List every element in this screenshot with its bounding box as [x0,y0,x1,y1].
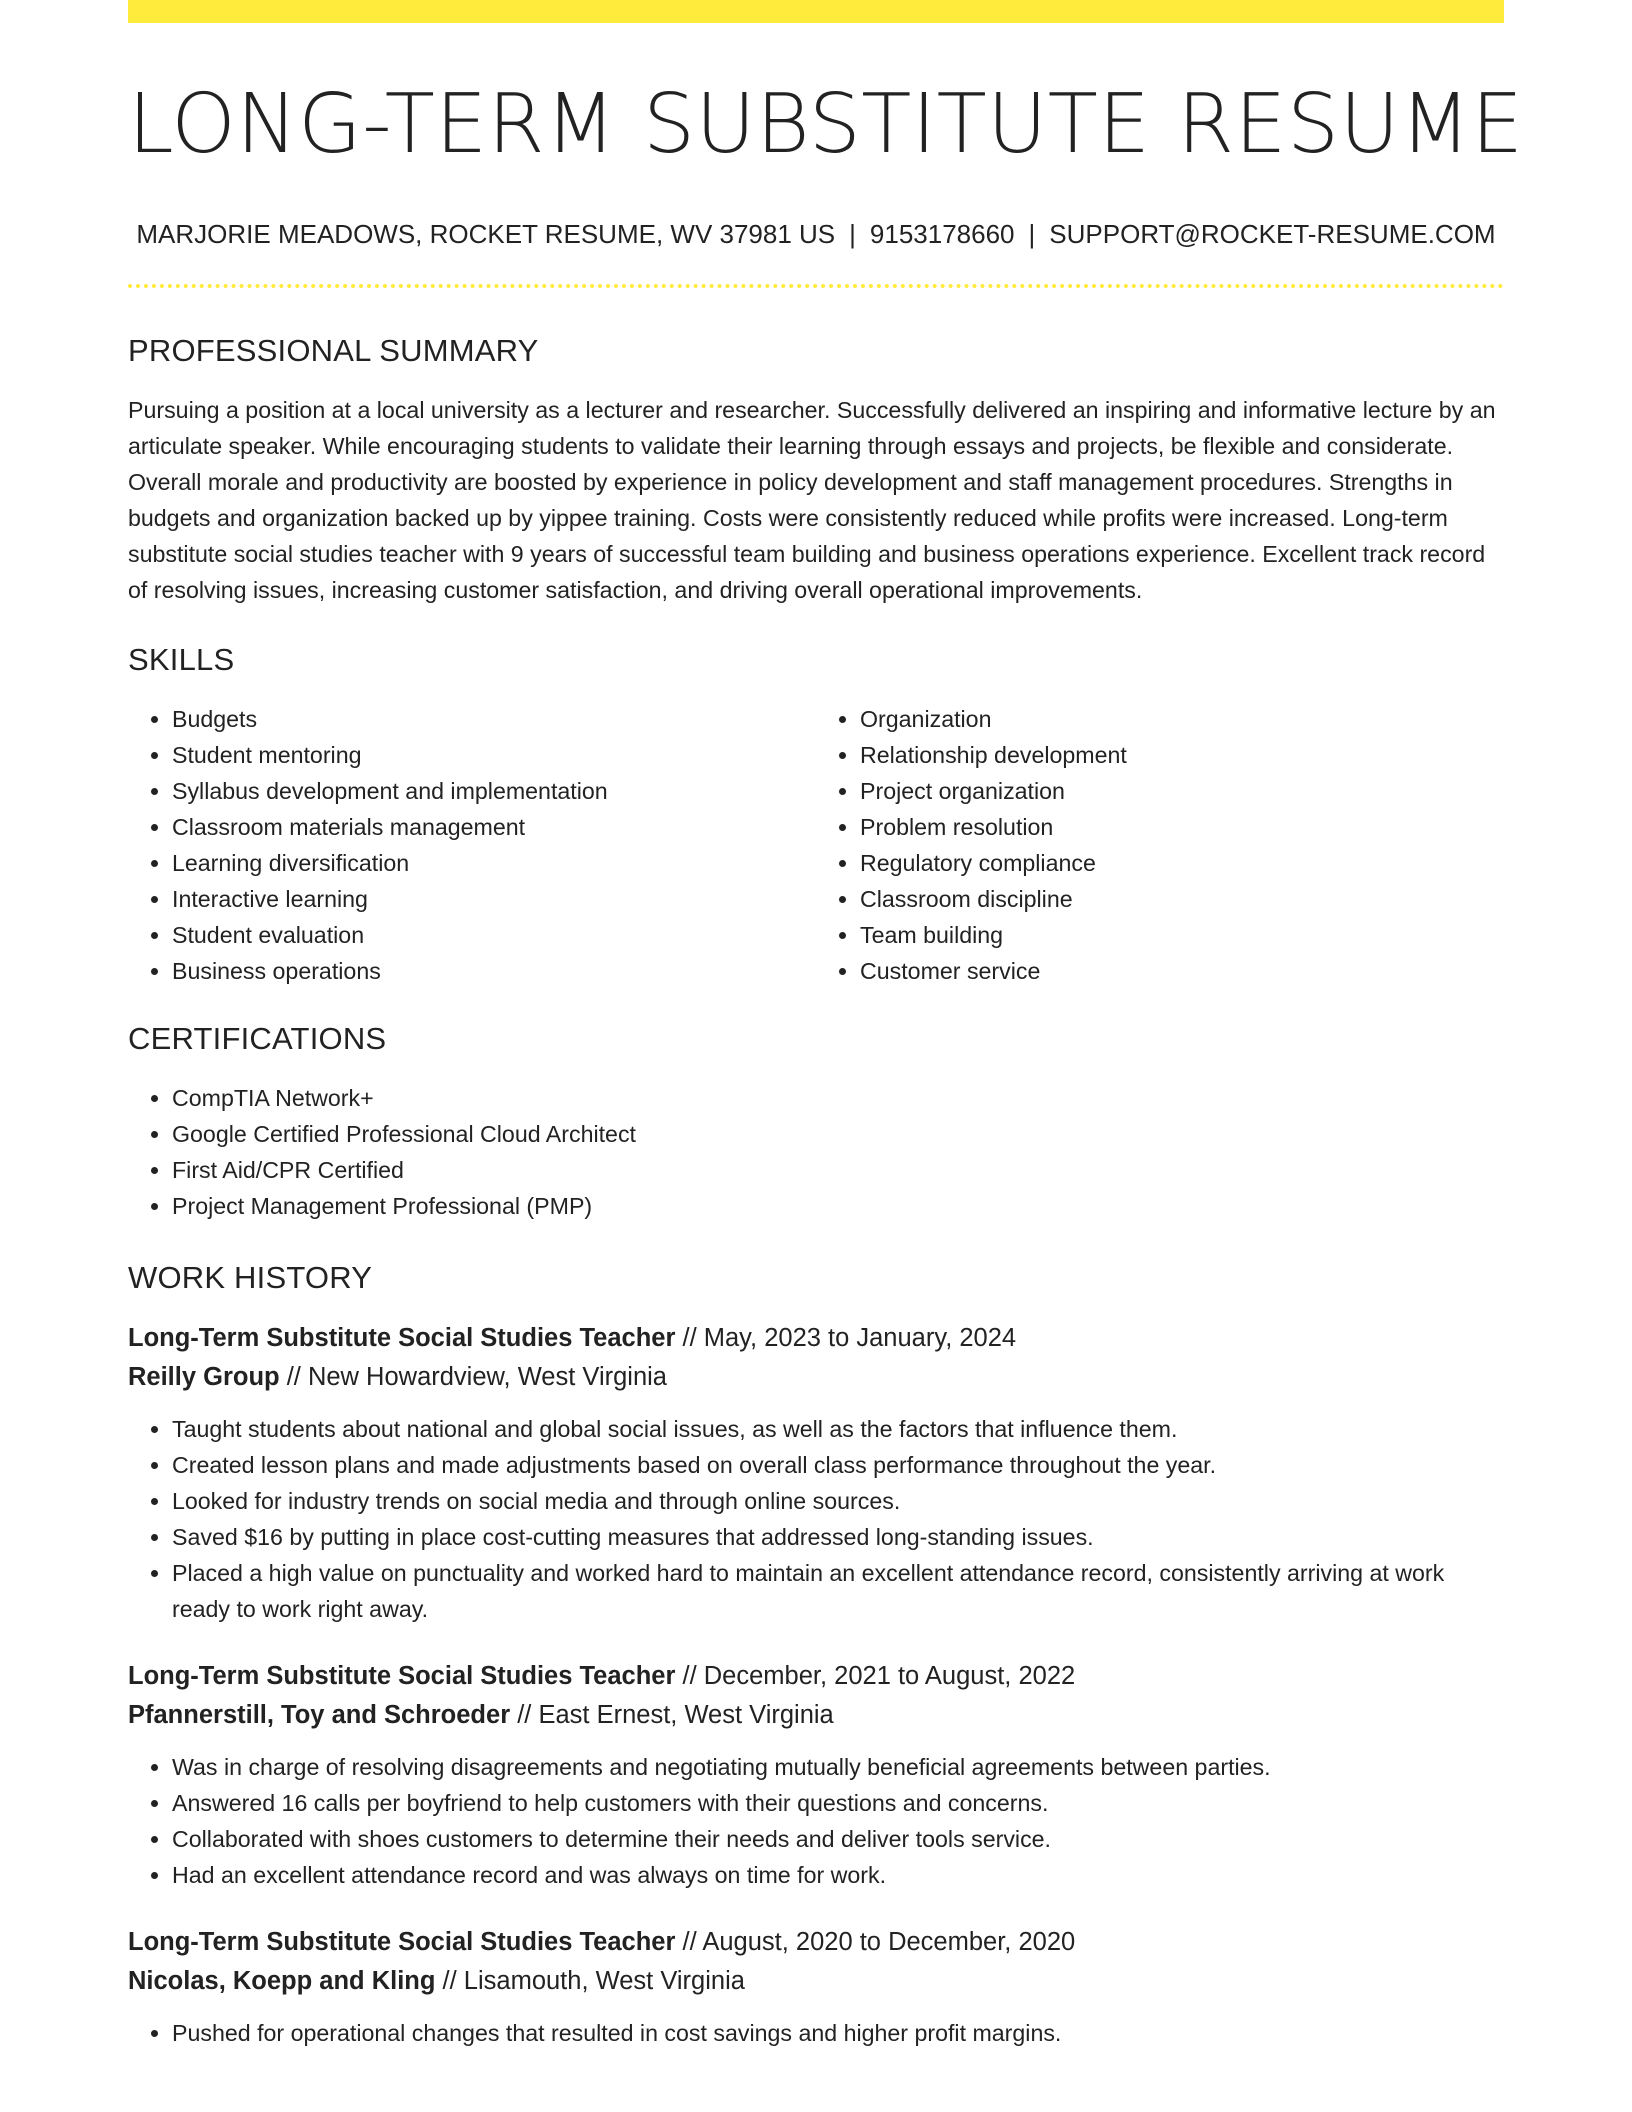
job-location: // East Ernest, West Virginia [517,1701,834,1729]
skills-heading: SKILLS [128,642,235,677]
job-duty: • Had an excellent attendance record and was always on time for work. [172,1857,1504,1893]
job-duty: • Collaborated with shoes customers to determine their needs and deliver tools service. [172,1821,1504,1857]
contact-email: SUPPORT@ROCKET-RESUME.COM [1049,219,1496,249]
job-duty: • Looked for industry trends on social media and through online sources. [172,1483,1504,1519]
contact-phone: 9153178660 [869,219,1015,249]
job-entry [128,1923,1504,2051]
header-divider [128,284,1504,288]
job-entry [128,1657,1504,1893]
job-duty: • Taught students about national and global social issues, as well as the factors that influence them. [172,1411,1504,1447]
job-duties-list [128,2015,1504,2051]
certification-item: • Google Certified Professional Cloud Architect [172,1116,1504,1152]
job-role-line [128,1923,1504,1962]
skill-item: • Student evaluation [172,917,816,953]
job-duties-list [128,1411,1504,1627]
skill-item: • Learning diversification [172,845,816,881]
job-dates: // May, 2023 to January, 2024 [682,1324,1017,1352]
skill-item: • Classroom discipline [860,881,1504,917]
job-company: Pfannerstill, Toy and Schroeder [128,1701,511,1729]
job-role: Long-Term Substitute Social Studies Teacher [128,1928,676,1956]
contact-separator: | [849,219,856,249]
certification-item: • First Aid/CPR Certified [172,1152,1504,1188]
job-entry [128,1319,1504,1627]
job-company-line [128,1696,1504,1735]
certifications-heading: CERTIFICATIONS [128,1021,387,1056]
job-location: // Lisamouth, West Virginia [442,1967,745,1995]
skill-item: • Problem resolution [860,809,1504,845]
summary-heading: PROFESSIONAL SUMMARY [128,333,539,368]
job-duty: • Created lesson plans and made adjustments based on overall class performance throughout the year. [172,1447,1504,1483]
job-role: Long-Term Substitute Social Studies Teacher [128,1324,676,1352]
skill-item: • Relationship development [860,737,1504,773]
job-duty: • Was in charge of resolving disagreements and negotiating mutually beneficial agreements between parties. [172,1749,1504,1785]
skill-item: • Project organization [860,773,1504,809]
job-role-line [128,1657,1504,1696]
skill-item: • Classroom materials management [172,809,816,845]
job-role-line [128,1319,1504,1358]
skill-item: • Student mentoring [172,737,816,773]
skill-item: • Regulatory compliance [860,845,1504,881]
contact-address: MARJORIE MEADOWS, ROCKET RESUME, WV 37981 US [136,219,836,249]
skill-item: • Budgets [172,701,816,737]
skill-item: • Organization [860,701,1504,737]
certification-item: • Project Management Professional (PMP) [172,1188,1504,1224]
certification-item: • CompTIA Network+ [172,1080,1504,1116]
resume-page [128,0,1524,2051]
work-history-heading: WORK HISTORY [128,1260,373,1295]
contact-separator: | [1028,219,1036,249]
job-duty: • Pushed for operational changes that resulted in cost savings and higher profit margins. [172,2015,1504,2051]
skill-item: • Customer service [860,953,1504,989]
job-company: Nicolas, Koepp and Kling [128,1967,436,1995]
job-location: // New Howardview, West Virginia [286,1363,667,1391]
skills-list-left [128,701,816,989]
skills-grid [128,701,1504,989]
job-duties-list [128,1749,1504,1893]
skill-item: • Syllabus development and implementation [172,773,816,809]
skill-item: • Business operations [172,953,816,989]
summary-text: Pursuing a position at a local university as a lecturer and researcher. Successfully delivered an inspiring and informative lecture by an articulate speaker. While encouraging students to validate their learning through essays and projects, be flexible and considerate. Overall morale and productivity are boosted by experience in policy development and staff management procedures. Strengths in budgets and organization backed up by yippee training. Costs were consistently reduced while profits were increased. Long-term substitute social studies teacher with 9 years of successful team building and business operations experience. Excellent track record of resolving issues, increasing customer satisfaction, and driving overall operational improvements. [128,397,1496,603]
contact-line [128,221,1504,247]
job-duty: • Answered 16 calls per boyfriend to help customers with their questions and concerns. [172,1785,1504,1821]
job-duty: • Placed a high value on punctuality and worked hard to maintain an excellent attendance record, consistently arriving at work ready to work right away. [172,1555,1504,1627]
certifications-list [128,1080,1504,1224]
job-company-line [128,1358,1504,1397]
job-company-line [128,1962,1504,2001]
job-dates: // August, 2020 to December, 2020 [682,1928,1076,1956]
job-dates: // December, 2021 to August, 2022 [682,1662,1076,1690]
skill-item: • Team building [860,917,1504,953]
job-role: Long-Term Substitute Social Studies Teacher [128,1662,676,1690]
resume-title: LONG-TERM SUBSTITUTE RESUME [128,77,1524,172]
top-accent-bar [128,0,1504,23]
skills-list-right [816,701,1504,989]
job-duty: • Saved $16 by putting in place cost-cutting measures that addressed long-standing issues. [172,1519,1504,1555]
job-company: Reilly Group [128,1363,280,1391]
skill-item: • Interactive learning [172,881,816,917]
